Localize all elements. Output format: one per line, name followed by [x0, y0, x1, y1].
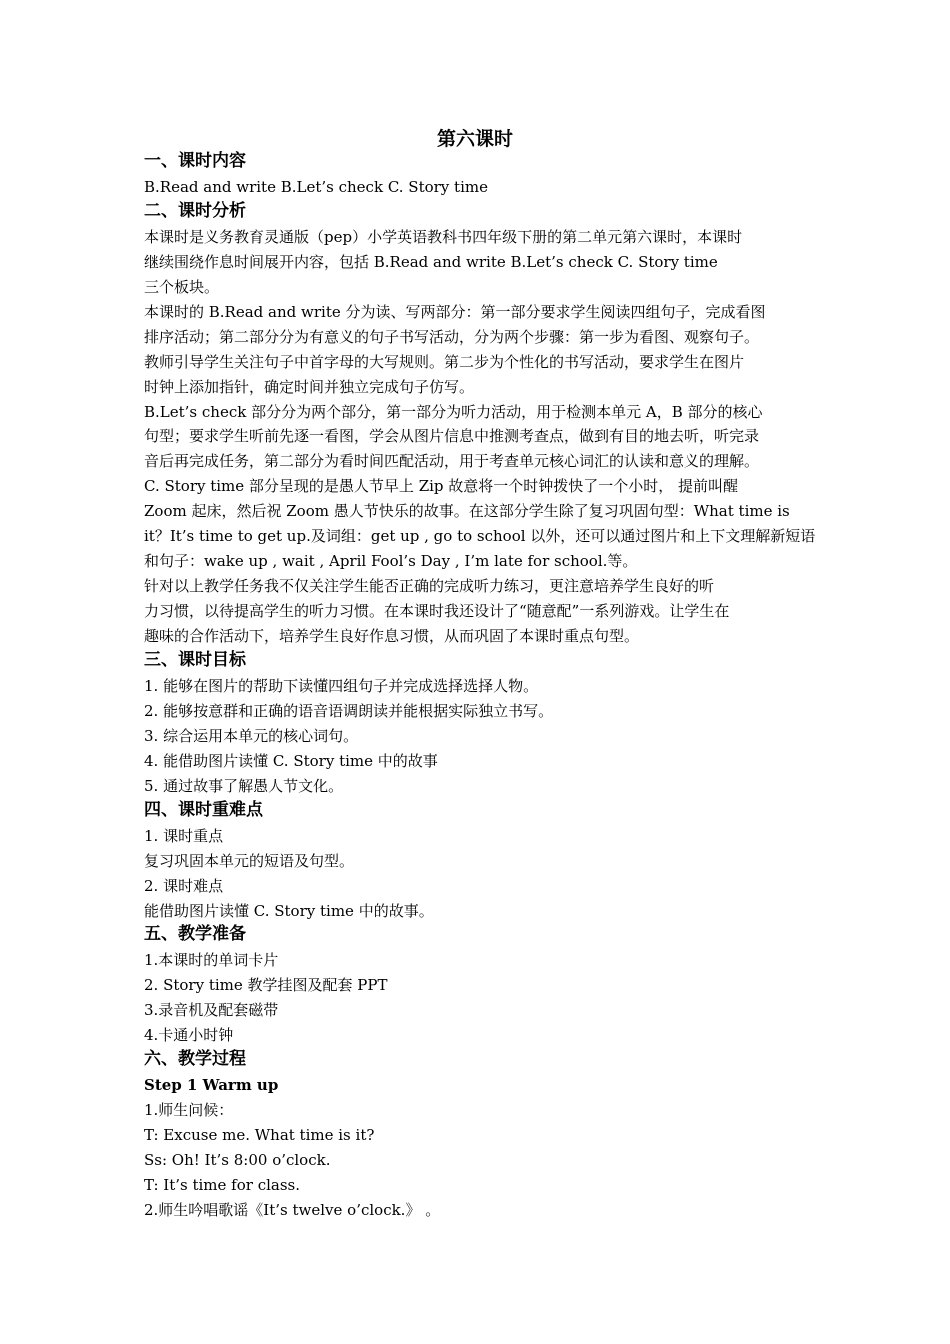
text-line: 音后再完成任务，第二部分为看时间匹配活动，用于考查单元核心词汇的认读和意义的理解。	[144, 452, 760, 471]
text-line: 2.师生吟唱歌谣《It’s twelve o’clock.》 。	[144, 1200, 441, 1219]
text-line: C. Story time 部分呈现的是愚人节早上 Zip 故意将一个时钟拨快了一个小时， 提前叫醒	[144, 477, 739, 496]
text-line: 三个板块。	[144, 277, 220, 296]
text-line: 教师引导学生关注句子中首字母的大写规则。第二步为个性化的书写活动，要求学生在图片	[144, 352, 745, 371]
section-heading: 四、课时重难点	[144, 799, 263, 820]
section-heading: 五、教学准备	[144, 924, 246, 945]
text-line: Zoom 起床，然后祝 Zoom 愚人节快乐的故事。在这部分学生除了复习巩固句型：What time is	[144, 502, 790, 521]
page-title: 第六课时	[436, 128, 513, 150]
text-line: 时钟上添加指针，确定时间并独立完成句子仿写。	[144, 377, 475, 396]
section-heading: 二、课时分析	[144, 200, 246, 221]
text-line: it？It’s time to get up.及词组：get up , go to school 以外，还可以通过图片和上下文理解新短语	[144, 527, 816, 546]
text-line: 复习巩固本单元的短语及句型。	[144, 851, 355, 870]
text-line: 趣味的合作活动下，培养学生良好作息习惯，从而巩固了本课时重点句型。	[144, 627, 640, 646]
text-line: 1.师生问候：	[144, 1101, 234, 1120]
text-line: 继续围绕作息时间展开内容，包括 B.Read and write B.Let’s check C. Story time	[144, 252, 718, 271]
text-line: 本课时是义务教育灵通版（pep）小学英语教科书四年级下册的第二单元第六课时，本课时	[144, 227, 743, 246]
section-heading: 六、教学过程	[144, 1049, 246, 1070]
text-line: 力习惯，以待提高学生的听力习惯。在本课时我还设计了“随意配”一系列游戏。让学生在	[144, 602, 730, 621]
text-line: 4. 能借助图片读懂 C. Story time 中的故事	[144, 751, 438, 770]
text-line: 排序活动；第二部分分为有意义的句子书写活动，分为两个步骤：第一步为看图、观察句子。	[144, 327, 760, 346]
text-line: 2. 课时难点	[144, 876, 224, 895]
text-line: 1. 课时重点	[144, 826, 224, 845]
section-heading: 三、课时目标	[144, 650, 246, 670]
section-heading: 一、课时内容	[144, 151, 246, 171]
text-line: 1.本课时的单词卡片	[144, 951, 279, 970]
text-line: B.Read and write B.Let’s check C. Story time	[144, 177, 488, 196]
text-line: 针对以上教学任务我不仅关注学生能否正确的完成听力练习，更注意培养学生良好的听	[144, 577, 715, 596]
text-line: Ss: Oh! It’s 8:00 o’clock.	[144, 1151, 331, 1169]
text-line: 本课时的 B.Read and write 分为读、写两部分：第一部分要求学生阅读四组句子，完成看图	[144, 302, 766, 321]
text-line: 能借助图片读懂 C. Story time 中的故事。	[144, 901, 434, 920]
text-line: T: Excuse me. What time is it?	[144, 1126, 375, 1145]
text-line: Step 1 Warm up	[144, 1076, 279, 1095]
text-line: 2. 能够按意群和正确的语音语调朗读并能根据实际独立书写。	[144, 701, 554, 720]
text-line: 3. 综合运用本单元的核心词句。	[144, 726, 359, 745]
text-line: T: It’s time for class.	[144, 1175, 300, 1194]
text-line: B.Let’s check 部分分为两个部分，第一部分为听力活动，用于检测本单元 A，B 部分的核心	[144, 402, 763, 421]
text-line: 句型；要求学生听前先逐一看图，学会从图片信息中推测考查点，做到有目的地去听，听完录	[144, 427, 760, 446]
text-line: 3.录音机及配套磁带	[144, 1001, 279, 1020]
text-line: 5. 通过故事了解愚人节文化。	[144, 776, 344, 795]
text-line: 和句子：wake up , wait , April Fool’s Day , I’m late for school.等。	[144, 552, 638, 571]
text-line: 2. Story time 教学挂图及配套 PPT	[144, 976, 388, 995]
text-line: 4.卡通小时钟	[144, 1026, 234, 1045]
text-line: 1. 能够在图片的帮助下读懂四组句子并完成选择选择人物。	[144, 676, 539, 695]
